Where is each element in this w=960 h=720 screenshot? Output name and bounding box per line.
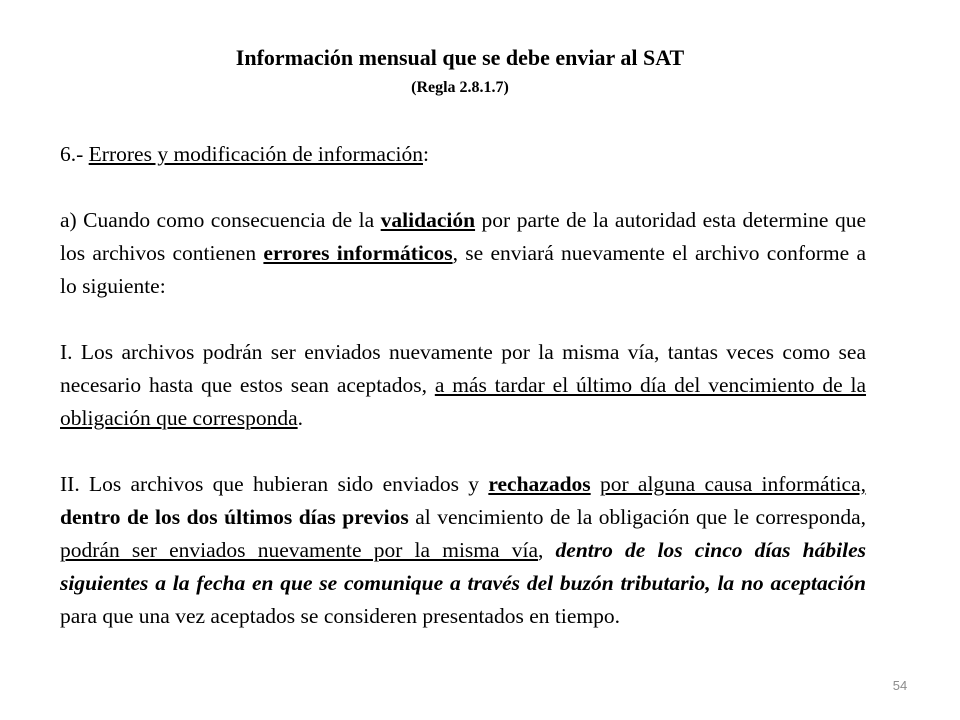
paragraph-ii-underlined-causa: por alguna causa informática, — [599, 472, 867, 496]
paragraph-ii-space-1 — [591, 472, 600, 496]
section-prefix: 6.- — [60, 142, 89, 166]
paragraph-ii-text-1: II. Los archivos que hubieran sido enviados y — [60, 472, 489, 496]
paragraph-ii-text-2: al vencimiento de la obligación que le corresponda, — [408, 505, 866, 529]
page-number: 54 — [892, 678, 908, 693]
document-subtitle: (Regla 2.8.1.7) — [411, 79, 509, 96]
paragraph-a-emphasis-validacion: validación — [380, 208, 476, 232]
paragraph-i-underlined: a más tardar el último día del vencimiento de la obligación que corresponda — [60, 373, 867, 430]
paragraph-ii-text-4: para que una vez aceptados se consideren presentados en tiempo. — [60, 604, 620, 628]
section-heading — [60, 138, 866, 171]
document-body — [60, 138, 866, 633]
paragraph-ii-emphasis-rechazados: rechazados — [488, 472, 591, 496]
paragraph-a-text-3: , se enviará nuevamente el archivo conforme a lo siguiente: — [60, 241, 866, 298]
paragraph-a-text-1: a) Cuando como consecuencia de la — [60, 208, 381, 232]
paragraph-a-emphasis-errores: errores informáticos — [263, 241, 453, 265]
document-title: Información mensual que se debe enviar al SAT — [235, 45, 685, 70]
paragraph-i — [60, 336, 866, 435]
section-suffix: : — [423, 142, 429, 166]
paragraph-a-text-2: por parte de la autoridad esta determine que los archivos contienen — [60, 208, 866, 265]
spacer — [60, 303, 866, 336]
paragraph-i-text-1: I. Los archivos podrán ser enviados nuevamente por la misma vía, tantas veces como sea necesario hasta que estos sean aceptados, — [60, 340, 866, 397]
paragraph-ii — [60, 468, 866, 633]
spacer — [60, 171, 866, 204]
spacer — [60, 435, 866, 468]
paragraph-a — [60, 204, 866, 303]
paragraph-ii-underlined-envio: podrán ser enviados nuevamente por la misma vía — [60, 538, 538, 562]
section-heading-text: Errores y modificación de información — [88, 142, 423, 166]
paragraph-i-text-2: . — [297, 406, 303, 430]
paragraph-ii-bold-italic: dentro de los cinco días hábiles siguientes a la fecha en que se comunique a través del buzón tributario, la no aceptación — [60, 538, 866, 595]
paragraph-ii-text-3: , — [537, 538, 556, 562]
paragraph-ii-bold-plazo: dentro de los dos últimos días previos — [60, 505, 409, 529]
